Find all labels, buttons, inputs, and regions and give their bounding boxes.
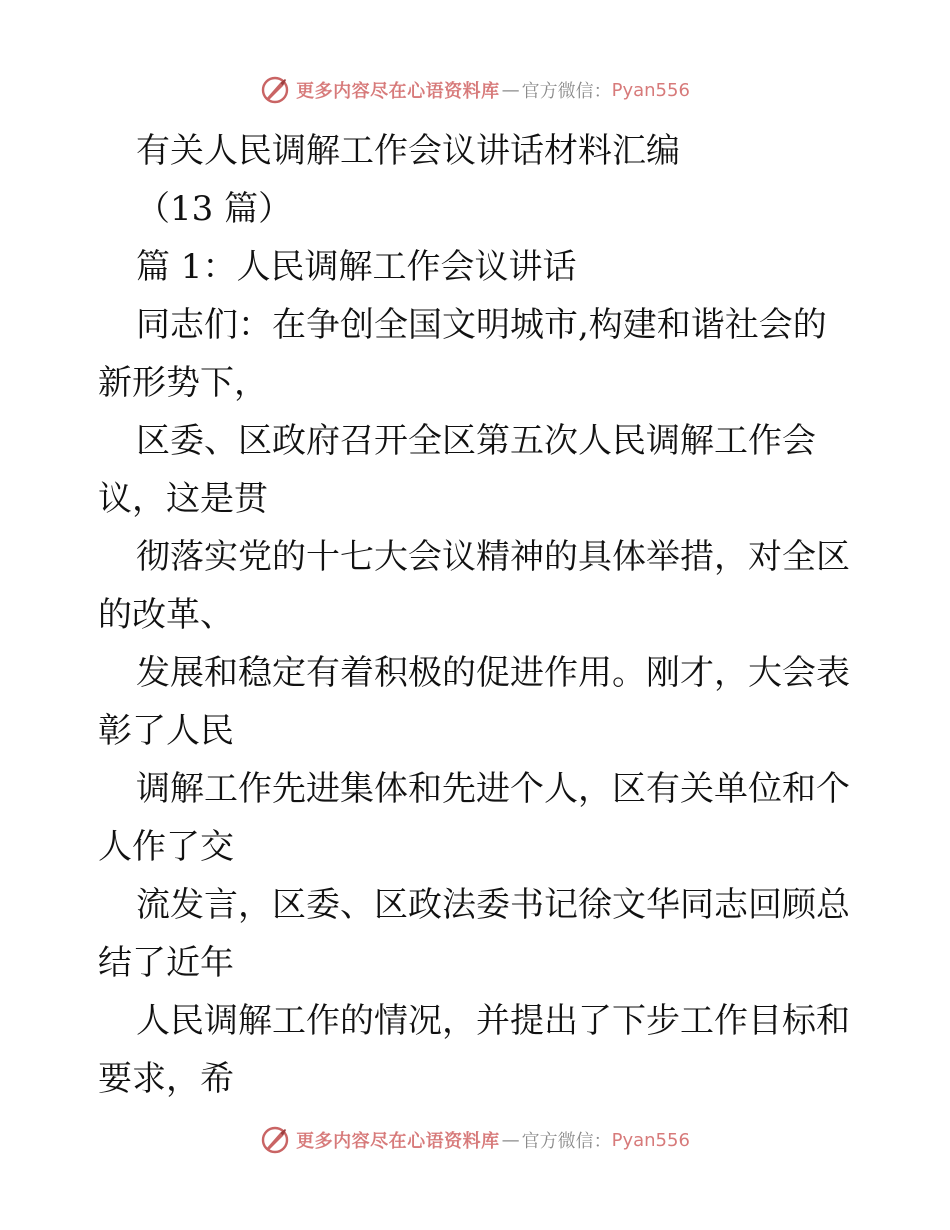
paragraph-line: 议，这是贯 — [98, 479, 268, 519]
paragraph-line: 彻落实党的十七大会议精神的具体举措，对全区 — [136, 537, 850, 577]
paragraph-line: 结了近年 — [98, 943, 234, 983]
watermark-handle: Pyan556 — [611, 1129, 690, 1151]
paragraph-line: 人作了交 — [98, 827, 234, 867]
paragraph-line: 新形势下， — [98, 363, 268, 403]
paragraph-line: 调解工作先进集体和先进个人，区有关单位和个 — [136, 769, 850, 809]
watermark-sub-text: 官方微信： — [521, 81, 612, 102]
document-subtitle: （13 篇） — [136, 189, 293, 229]
paragraph-line: 的改革、 — [98, 595, 234, 635]
watermark-main-text: 更多内容尽在心语资料库 — [296, 1131, 500, 1152]
paragraph-line: 人民调解工作的情况，并提出了下步工作目标和 — [136, 1001, 850, 1041]
quill-pen-circle-icon — [260, 1125, 290, 1155]
watermark-main-text: 更多内容尽在心语资料库 — [296, 81, 500, 102]
section-heading: 篇 1：人民调解工作会议讲话 — [136, 247, 577, 287]
paragraph-line: 区委、区政府召开全区第五次人民调解工作会 — [136, 421, 816, 461]
footer-watermark — [0, 1120, 950, 1160]
document-body — [98, 122, 858, 1108]
paragraph-line: 彰了人民 — [98, 711, 234, 751]
paragraph-line: 流发言，区委、区政法委书记徐文华同志回顾总 — [136, 885, 850, 925]
paragraph-line: 要求，希 — [98, 1059, 234, 1099]
document-title: 有关人民调解工作会议讲话材料汇编 — [136, 131, 680, 171]
watermark-sub-text: 官方微信： — [521, 1131, 612, 1152]
quill-pen-circle-icon — [260, 75, 290, 105]
watermark-separator: — — [501, 1129, 520, 1151]
paragraph-line: 同志们：在争创全国文明城市,构建和谐社会的 — [136, 305, 827, 345]
paragraph-line: 发展和稳定有着积极的促进作用。刚才，大会表 — [136, 653, 850, 693]
header-watermark — [0, 70, 950, 110]
watermark-separator: — — [501, 79, 520, 101]
watermark-handle: Pyan556 — [611, 79, 690, 101]
